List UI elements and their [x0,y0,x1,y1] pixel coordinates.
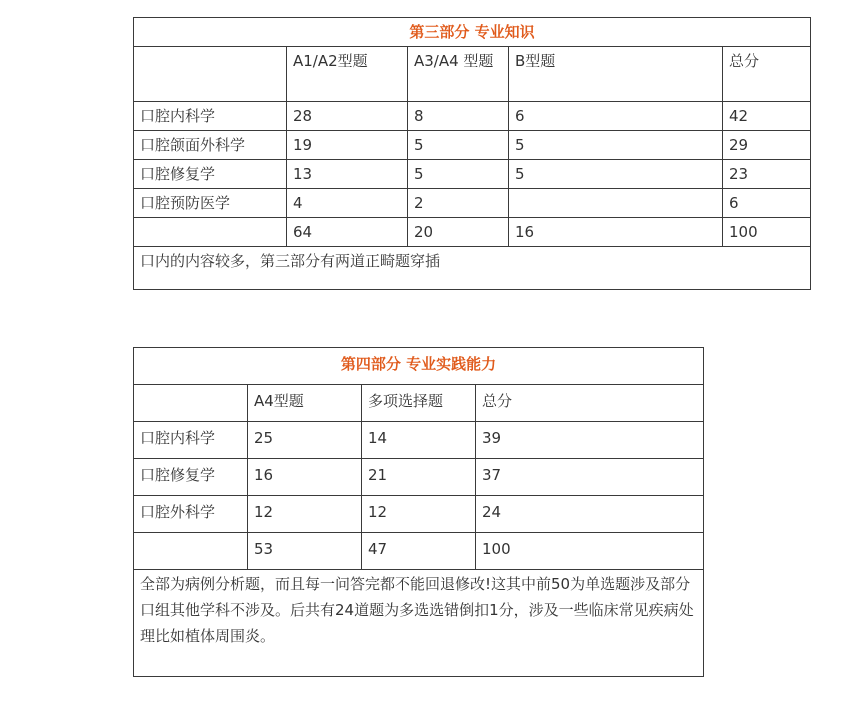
table-cell [509,189,723,218]
table-cell: 21 [362,459,476,496]
table-cell: 29 [723,131,811,160]
table-cell: 64 [287,218,408,247]
table-cell: 6 [509,102,723,131]
table-cell: 口腔内科学 [134,102,287,131]
table-cell: 4 [287,189,408,218]
table-row [134,533,704,570]
part4-title: 第四部分 专业实践能力 [134,348,704,385]
table-cell: 口腔颌面外科学 [134,131,287,160]
table-cell: 5 [509,160,723,189]
table-cell: 19 [287,131,408,160]
table-cell [134,218,287,247]
table-cell: 23 [723,160,811,189]
part4-header-cell: 总分 [476,385,704,422]
part3-title: 第三部分 专业知识 [134,18,811,47]
table-cell: 口腔修复学 [134,160,287,189]
table-cell: 8 [408,102,509,131]
part4-note: 全部为病例分析题，而且每一问答完都不能回退修改!这其中前50为单选题涉及部分口组其他学科不涉及。后共有24道题为多选选错倒扣1分，涉及一些临床常见疾病处理比如植体周围炎。 [134,570,704,677]
table-cell: 口腔预防医学 [134,189,287,218]
table-row [134,218,811,247]
table-cell: 5 [509,131,723,160]
part3-header-cell: 总分 [723,47,811,102]
table-row [134,160,811,189]
table-cell: 13 [287,160,408,189]
part3-table [133,17,811,290]
table-cell: 16 [509,218,723,247]
table-cell: 14 [362,422,476,459]
table-row [134,131,811,160]
table-cell: 100 [723,218,811,247]
part3-note: 口内的内容较多，第三部分有两道正畸题穿插 [134,247,811,290]
part4-header-cell: 多项选择题 [362,385,476,422]
part3-header-cell [134,47,287,102]
table-cell: 37 [476,459,704,496]
table-cell: 口腔修复学 [134,459,248,496]
table-cell [134,533,248,570]
table-cell: 5 [408,131,509,160]
table-row [134,422,704,459]
part4-header-cell [134,385,248,422]
table-cell: 16 [248,459,362,496]
part4-header-cell: A4型题 [248,385,362,422]
table-cell: 12 [248,496,362,533]
table-cell: 12 [362,496,476,533]
table-row [134,189,811,218]
table-row [134,496,704,533]
table-cell: 39 [476,422,704,459]
table-cell: 2 [408,189,509,218]
table-cell: 28 [287,102,408,131]
table-cell: 5 [408,160,509,189]
table-cell: 20 [408,218,509,247]
table-cell: 24 [476,496,704,533]
table-cell: 25 [248,422,362,459]
table-row [134,102,811,131]
table-cell: 6 [723,189,811,218]
table-cell: 53 [248,533,362,570]
table-cell: 口腔外科学 [134,496,248,533]
table-cell: 100 [476,533,704,570]
table-cell: 47 [362,533,476,570]
part3-header-cell: A3/A4 型题 [408,47,509,102]
part3-header-cell: B型题 [509,47,723,102]
table-row [134,459,704,496]
table-cell: 42 [723,102,811,131]
part3-header-cell: A1/A2型题 [287,47,408,102]
part4-table [133,347,704,677]
table-cell: 口腔内科学 [134,422,248,459]
